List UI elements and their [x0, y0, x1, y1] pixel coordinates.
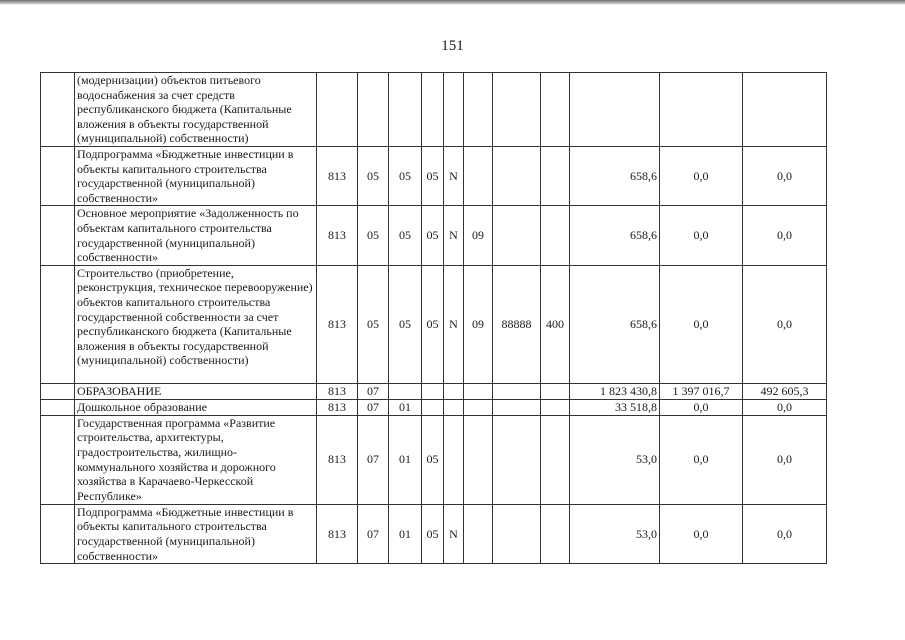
cell-subprogram	[444, 383, 464, 399]
cell-amount-year3	[743, 73, 827, 147]
cell-amount-year2: 0,0	[660, 206, 743, 265]
cell-amount-year1	[570, 73, 660, 147]
cell-subsection: 01	[389, 415, 422, 504]
cell-ministry-code	[317, 73, 358, 147]
cell-amount-year3: 492 605,3	[743, 383, 827, 399]
cell-amount-year3: 0,0	[743, 147, 827, 206]
cell-program	[422, 383, 444, 399]
cell-amount-year2: 0,0	[660, 147, 743, 206]
cell-ministry-code: 813	[317, 504, 358, 563]
row-name: Подпрограмма «Бюджетные инвестиции в объекты капитального строительства государственной (муниципальной) собственности»	[75, 147, 317, 206]
cell-section: 05	[358, 206, 389, 265]
cell-ministry-code: 813	[317, 206, 358, 265]
row-index-cell	[41, 147, 75, 206]
cell-amount-year1: 53,0	[570, 415, 660, 504]
cell-program: 05	[422, 504, 444, 563]
table-row	[41, 415, 827, 504]
row-index-cell	[41, 73, 75, 147]
cell-activity	[464, 147, 493, 206]
row-index-cell	[41, 383, 75, 399]
cell-subprogram	[444, 73, 464, 147]
cell-activity	[464, 415, 493, 504]
cell-subprogram: N	[444, 147, 464, 206]
table-row	[41, 399, 827, 415]
cell-activity: 09	[464, 206, 493, 265]
cell-ministry-code: 813	[317, 415, 358, 504]
row-name: Государственная программа «Развитие строительства, архитектуры, градостроительства, жилищно-коммунального хозяйства и дорожного хозяйства в Карачаево-Черкесской Республике»	[75, 415, 317, 504]
cell-direction	[493, 504, 541, 563]
cell-ministry-code: 813	[317, 399, 358, 415]
cell-section: 05	[358, 265, 389, 383]
cell-amount-year3: 0,0	[743, 206, 827, 265]
cell-amount-year1: 658,6	[570, 206, 660, 265]
cell-section: 05	[358, 147, 389, 206]
cell-activity	[464, 504, 493, 563]
cell-subprogram	[444, 415, 464, 504]
cell-subsection: 05	[389, 147, 422, 206]
table-row	[41, 504, 827, 563]
cell-direction: 88888	[493, 265, 541, 383]
table-row	[41, 147, 827, 206]
cell-amount-year2: 0,0	[660, 415, 743, 504]
cell-direction	[493, 206, 541, 265]
table-row	[41, 383, 827, 399]
cell-expense-type	[541, 73, 570, 147]
cell-subsection: 01	[389, 504, 422, 563]
row-index-cell	[41, 265, 75, 383]
cell-subsection: 05	[389, 206, 422, 265]
cell-activity: 09	[464, 265, 493, 383]
cell-expense-type	[541, 399, 570, 415]
cell-amount-year2: 1 397 016,7	[660, 383, 743, 399]
cell-ministry-code: 813	[317, 265, 358, 383]
cell-section	[358, 73, 389, 147]
cell-amount-year2: 0,0	[660, 265, 743, 383]
cell-direction	[493, 73, 541, 147]
cell-subprogram: N	[444, 504, 464, 563]
cell-expense-type	[541, 415, 570, 504]
row-name: ОБРАЗОВАНИЕ	[75, 383, 317, 399]
cell-section: 07	[358, 383, 389, 399]
cell-activity	[464, 399, 493, 415]
cell-amount-year3: 0,0	[743, 415, 827, 504]
cell-amount-year2: 0,0	[660, 504, 743, 563]
cell-amount-year1: 33 518,8	[570, 399, 660, 415]
cell-direction	[493, 383, 541, 399]
cell-subsection	[389, 383, 422, 399]
cell-expense-type	[541, 383, 570, 399]
cell-program	[422, 73, 444, 147]
row-index-cell	[41, 399, 75, 415]
cell-direction	[493, 147, 541, 206]
cell-section: 07	[358, 415, 389, 504]
cell-program: 05	[422, 415, 444, 504]
cell-expense-type	[541, 504, 570, 563]
row-name: Подпрограмма «Бюджетные инвестиции в объекты капитального строительства государственной (муниципальной) собственности»	[75, 504, 317, 563]
table-row	[41, 265, 827, 383]
cell-activity	[464, 383, 493, 399]
scan-edge	[0, 0, 905, 5]
cell-subprogram	[444, 399, 464, 415]
budget-table	[40, 72, 827, 564]
cell-amount-year3: 0,0	[743, 265, 827, 383]
cell-subprogram: N	[444, 265, 464, 383]
cell-direction	[493, 415, 541, 504]
cell-subsection: 05	[389, 265, 422, 383]
cell-ministry-code: 813	[317, 383, 358, 399]
cell-program: 05	[422, 147, 444, 206]
cell-subsection: 01	[389, 399, 422, 415]
page-number: 151	[441, 38, 464, 54]
cell-amount-year1: 658,6	[570, 265, 660, 383]
cell-amount-year3: 0,0	[743, 504, 827, 563]
row-index-cell	[41, 206, 75, 265]
cell-subprogram: N	[444, 206, 464, 265]
row-name: Основное мероприятие «Задолженность по объектам капитального строительства государственной (муниципальной) собственности»	[75, 206, 317, 265]
cell-direction	[493, 399, 541, 415]
cell-section: 07	[358, 399, 389, 415]
row-index-cell	[41, 504, 75, 563]
cell-expense-type	[541, 147, 570, 206]
table-row	[41, 206, 827, 265]
cell-amount-year3: 0,0	[743, 399, 827, 415]
table-row	[41, 73, 827, 147]
row-index-cell	[41, 415, 75, 504]
cell-section: 07	[358, 504, 389, 563]
cell-activity	[464, 73, 493, 147]
cell-program: 05	[422, 265, 444, 383]
cell-program: 05	[422, 206, 444, 265]
cell-amount-year2	[660, 73, 743, 147]
cell-expense-type	[541, 206, 570, 265]
cell-amount-year2: 0,0	[660, 399, 743, 415]
cell-subsection	[389, 73, 422, 147]
cell-amount-year1: 53,0	[570, 504, 660, 563]
cell-program	[422, 399, 444, 415]
row-name: Дошкольное образование	[75, 399, 317, 415]
row-name: (модернизации) объектов питьевого водоснабжения за счет средств республиканского бюджета (Капитальные вложения в объекты государственной (муниципальной) собственности)	[75, 73, 317, 147]
cell-amount-year1: 658,6	[570, 147, 660, 206]
cell-amount-year1: 1 823 430,8	[570, 383, 660, 399]
row-name: Строительство (приобретение, реконструкция, техническое перевооружение) объектов капитального строительства государственной собственности за счет республиканского бюджета (Капитальные вложения в объекты государственной (муниципальной) собственности)	[75, 265, 317, 383]
cell-ministry-code: 813	[317, 147, 358, 206]
cell-expense-type: 400	[541, 265, 570, 383]
